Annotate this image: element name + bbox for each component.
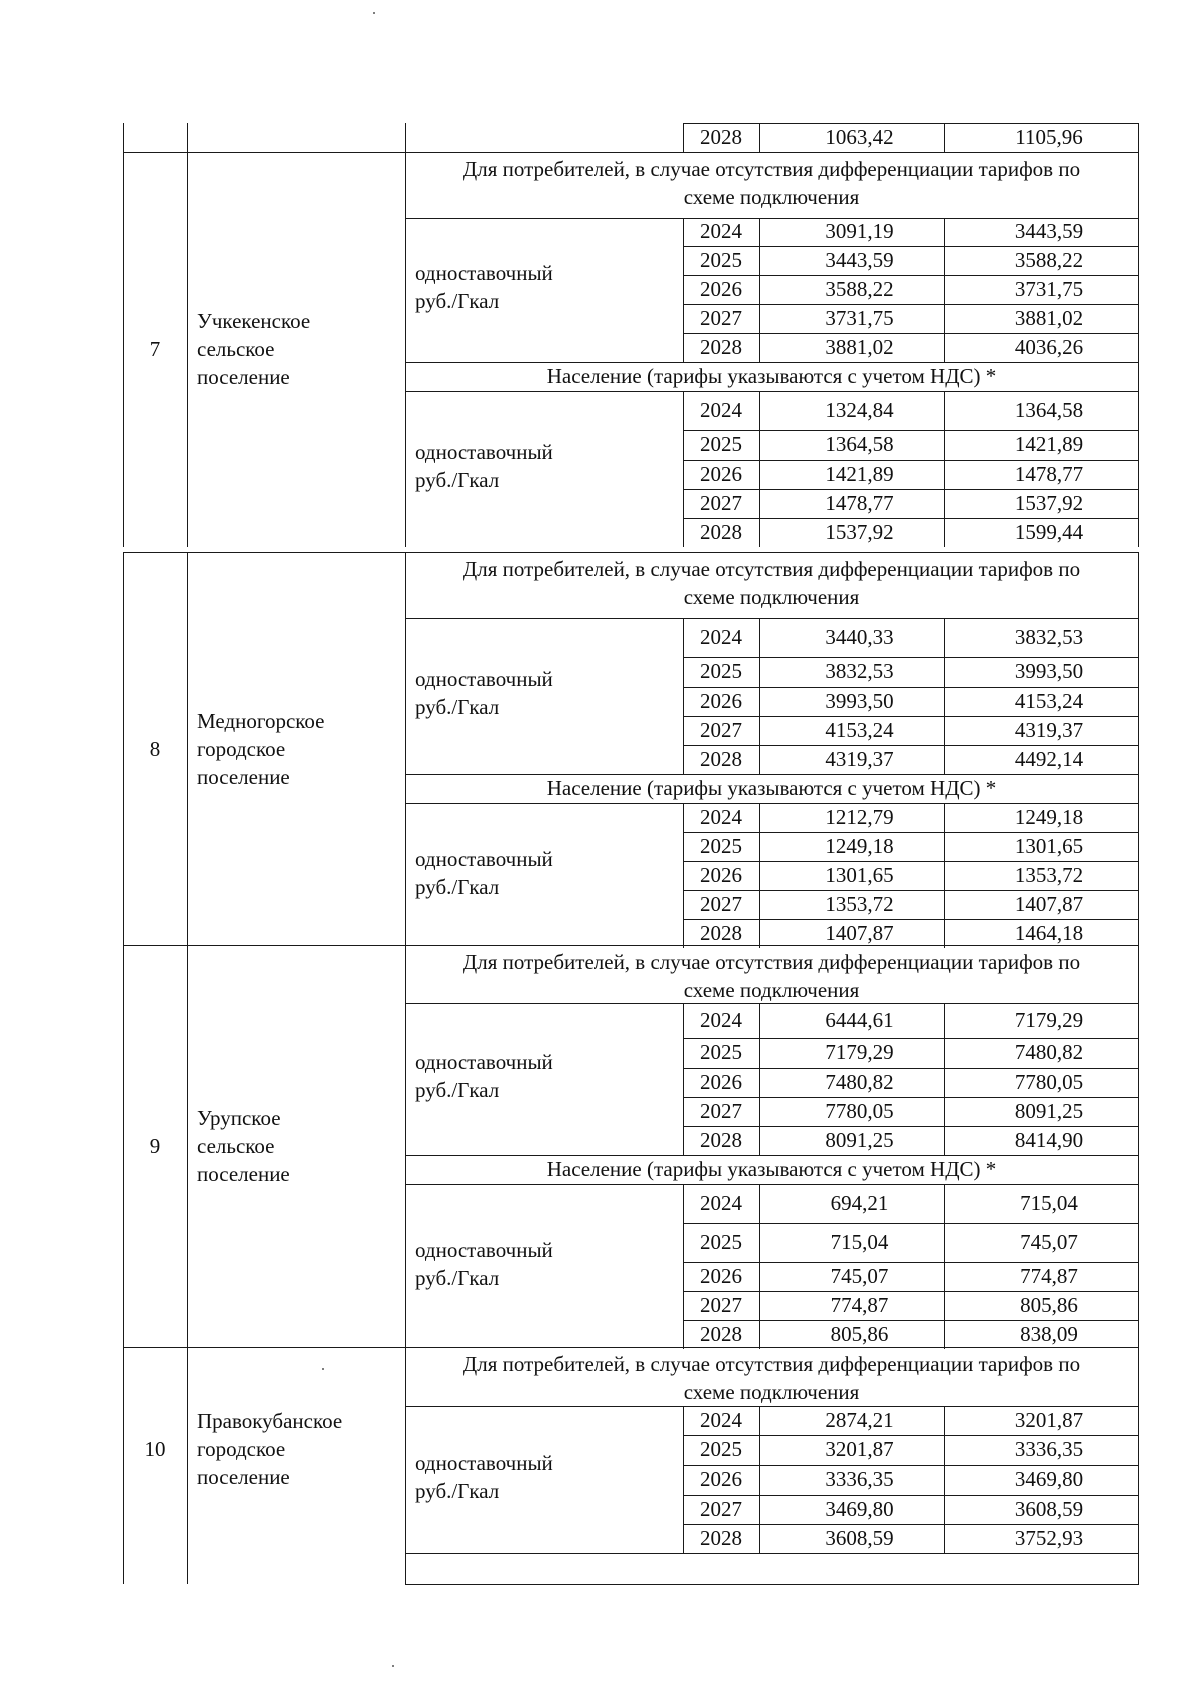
tariff-value-to: 3608,59 [1014, 1496, 1084, 1521]
year-cell: 2026 [700, 688, 742, 713]
block-border [405, 1155, 1139, 1156]
settlement-name: поселение [197, 765, 290, 789]
tariff-value-to: 4036,26 [1014, 334, 1084, 359]
settlement-name: Медногорское [197, 709, 325, 733]
table-border [123, 945, 124, 1349]
year-cell: 2027 [700, 1098, 742, 1123]
block-border [405, 1184, 1139, 1185]
year-cell: 2025 [700, 833, 742, 858]
settlement-name: Учкекенское [197, 308, 311, 333]
settlement-name: Правокубанское [197, 1409, 343, 1433]
tariff-value-to: 774,87 [1020, 1263, 1078, 1288]
table-border [683, 618, 684, 774]
table-border [1138, 1347, 1139, 1553]
table-border [405, 152, 406, 547]
table-border [944, 1003, 945, 1155]
tariff-value-from: 3731,75 [825, 305, 894, 330]
tariff-value-to: 3993,50 [1014, 659, 1084, 683]
table-border [944, 123, 945, 152]
tariff-value-from: 7179,29 [825, 1040, 894, 1064]
block-border [405, 391, 1139, 392]
year-cell: 2028 [700, 1127, 742, 1152]
tariff-value-from: 4153,24 [825, 717, 894, 742]
tariff-value-from: 3608,59 [825, 1525, 894, 1550]
table-bottom-border [405, 1584, 1139, 1585]
tariff-value-from: 3588,22 [825, 276, 894, 301]
table-border [405, 1347, 406, 1553]
tariff-value-from: 1421,89 [825, 461, 894, 486]
section-border [123, 1347, 1139, 1348]
tariff-value-from: 1407,87 [825, 920, 894, 945]
table-border [759, 218, 760, 362]
table-border [759, 1406, 760, 1553]
table-border [123, 552, 124, 948]
table-border [759, 1184, 760, 1349]
block-header: схеме подключения [683, 1380, 860, 1404]
settlement-name: сельское [197, 336, 275, 361]
table-border [683, 1003, 684, 1155]
block-border [405, 774, 1139, 775]
table-border [683, 1184, 684, 1349]
year-cell: 2028 [700, 1321, 742, 1346]
table-border [944, 618, 945, 774]
tariff-value-from: 3443,59 [825, 247, 894, 272]
block-header: Для потребителей, в случае отсутствия дифференциации тарифов по [462, 157, 1081, 181]
table-border [405, 1553, 406, 1584]
tariff-value-from: 3881,02 [825, 334, 894, 359]
tariff-value-from: 1212,79 [825, 804, 894, 829]
tariff-value-to: 1537,92 [1014, 490, 1084, 515]
tariff-value-from: 3993,50 [825, 688, 894, 713]
tariff-type-label: одноставочный [415, 846, 553, 871]
table-border [1138, 123, 1139, 152]
table-border [187, 152, 188, 547]
settlement-name: Урупское [197, 1106, 281, 1130]
table-border [683, 803, 684, 948]
tariff-value-from: 1353,72 [825, 891, 894, 916]
tariff-value-to: 8091,25 [1014, 1098, 1084, 1123]
tariff-value-from: 1364,58 [825, 432, 894, 456]
tariff-value-to: 1421,89 [1014, 432, 1084, 456]
block-border [405, 1003, 1139, 1004]
unit-label: руб./Гкал [415, 1478, 500, 1503]
section-number: 10 [144, 1437, 166, 1461]
tariff-value-from: 3469,80 [825, 1496, 894, 1521]
tariff-value-from: 774,87 [830, 1292, 889, 1317]
table-border [944, 1406, 945, 1553]
tariff-value-from: 7780,05 [825, 1098, 894, 1123]
table-border [187, 1347, 188, 1553]
year-cell: 2025 [700, 1229, 742, 1254]
row-border [683, 657, 1139, 658]
block-header: схеме подключения [683, 585, 860, 609]
table-border [123, 1347, 124, 1553]
tariff-value-to: 4319,37 [1014, 717, 1084, 742]
table-border [405, 945, 406, 1349]
table-border [187, 552, 188, 948]
tariff-value-from: 3832,53 [825, 659, 894, 683]
year-cell: 2028 [700, 1525, 742, 1550]
year-cell: 2026 [700, 1467, 742, 1491]
tariff-value-to: 7480,82 [1014, 1040, 1084, 1064]
table-border [405, 123, 406, 152]
tariff-value-from: 1249,18 [825, 833, 894, 858]
tariff-value-to: 1478,77 [1014, 461, 1084, 486]
row-border [683, 1038, 1139, 1039]
row-border [683, 1223, 1139, 1224]
tariff-value-from: 1324,84 [825, 397, 894, 422]
table-border [683, 1406, 684, 1553]
tariff-value-to: 3832,53 [1014, 624, 1084, 649]
year-cell: 2026 [700, 1069, 742, 1094]
tariff-type-label: одноставочный [415, 667, 553, 691]
table-border [187, 945, 188, 1349]
tariff-value-to: 1464,18 [1014, 920, 1084, 945]
tariff-value-to: 3469,80 [1014, 1467, 1084, 1491]
tariff-value-to: 1105,96 [1015, 124, 1083, 149]
unit-label: руб./Гкал [415, 289, 500, 313]
year-cell: 2025 [700, 247, 742, 272]
year-cell: 2027 [700, 490, 742, 515]
year-cell: 2028 [700, 334, 742, 359]
tariff-value-to: 1364,58 [1014, 397, 1084, 422]
tariff-value-to: 3881,02 [1014, 305, 1084, 330]
tariff-type-label: одноставочный [415, 261, 553, 285]
table-border [187, 123, 188, 152]
tariff-type-label: одноставочный [415, 1450, 553, 1475]
tariff-value-to: 715,04 [1020, 1190, 1078, 1215]
year-cell: 2026 [700, 276, 742, 301]
row-border [683, 1435, 1139, 1436]
tariff-value-from: 694,21 [830, 1190, 889, 1215]
year-cell: 2025 [700, 1437, 742, 1461]
table-border [759, 1003, 760, 1155]
table-border [123, 152, 124, 547]
unit-label: руб./Гкал [415, 1078, 500, 1102]
year-cell: 2026 [700, 461, 742, 486]
unit-label: руб./Гкал [415, 468, 500, 492]
block-header: схеме подключения [683, 185, 860, 209]
section-border [123, 152, 1139, 153]
tariff-value-to: 1599,44 [1014, 519, 1084, 544]
tariff-value-to: 1353,72 [1014, 862, 1084, 887]
year-cell: 2027 [700, 1496, 742, 1521]
year-cell: 2024 [700, 1007, 742, 1032]
tariff-type-label: одноставочный [415, 440, 553, 464]
year-cell: 2024 [700, 624, 742, 649]
unit-label: руб./Гкал [415, 695, 500, 719]
year-cell: 2028 [700, 124, 742, 149]
scan-speck [322, 1368, 324, 1370]
table-border [944, 391, 945, 547]
section-border [123, 945, 1139, 946]
table-border [405, 552, 406, 948]
tariff-value-from: 4319,37 [825, 746, 894, 771]
block-header: Для потребителей, в случае отсутствия дифференциации тарифов по [462, 950, 1081, 974]
scan-speck [373, 12, 375, 14]
tariff-value-from: 1063,42 [825, 124, 894, 149]
table-border [759, 618, 760, 774]
year-cell: 2026 [700, 1263, 742, 1288]
year-cell: 2028 [700, 519, 742, 544]
block-header: Для потребителей, в случае отсутствия дифференциации тарифов по [462, 557, 1081, 581]
tariff-value-from: 3440,33 [825, 624, 894, 649]
year-cell: 2024 [700, 219, 742, 243]
section-number: 7 [149, 336, 161, 361]
tariff-value-from: 3201,87 [825, 1437, 894, 1461]
block-header: Население (тарифы указываются с учетом НДС) * [546, 1156, 997, 1181]
year-cell: 2027 [700, 717, 742, 742]
settlement-name: городское [197, 737, 286, 761]
table-border [1138, 552, 1139, 948]
year-cell: 2024 [700, 804, 742, 829]
tariff-value-from: 3091,19 [825, 219, 894, 243]
tariff-value-to: 3201,87 [1014, 1407, 1084, 1432]
year-cell: 2024 [700, 397, 742, 422]
table-border [683, 391, 684, 547]
year-cell: 2028 [700, 746, 742, 771]
year-cell: 2025 [700, 432, 742, 456]
tariff-value-to: 8414,90 [1014, 1127, 1084, 1152]
tariff-value-to: 7179,29 [1014, 1007, 1084, 1032]
tariff-value-to: 4153,24 [1014, 688, 1084, 713]
table-border [944, 218, 945, 362]
block-header: Для потребителей, в случае отсутствия дифференциации тарифов по [462, 1352, 1081, 1376]
table-border [759, 803, 760, 948]
year-cell: 2028 [700, 920, 742, 945]
year-cell: 2025 [700, 659, 742, 683]
block-border [405, 362, 1139, 363]
tariff-value-to: 3752,93 [1014, 1525, 1084, 1550]
tariff-value-to: 7780,05 [1014, 1069, 1084, 1094]
tariff-type-label: одноставочный [415, 1237, 553, 1262]
section-number: 8 [149, 737, 161, 761]
tariff-value-from: 715,04 [830, 1229, 889, 1254]
tariff-value-to: 1301,65 [1014, 833, 1084, 858]
tariff-value-from: 8091,25 [825, 1127, 894, 1152]
block-border [405, 618, 1139, 619]
block-header: Население (тарифы указываются с учетом НДС) * [546, 363, 997, 388]
tariff-type-label: одноставочный [415, 1050, 553, 1074]
tariff-value-to: 1407,87 [1014, 891, 1084, 916]
table-border [1138, 152, 1139, 547]
tariff-value-from: 1301,65 [825, 862, 894, 887]
block-header: Население (тарифы указываются с учетом НДС) * [546, 775, 997, 800]
settlement-name: поселение [197, 364, 290, 389]
table-border [944, 803, 945, 948]
tariff-value-to: 4492,14 [1014, 746, 1084, 771]
tariff-value-to: 1249,18 [1014, 804, 1084, 829]
table-border [187, 1553, 188, 1584]
unit-label: руб./Гкал [415, 1265, 500, 1290]
tariff-value-from: 3336,35 [825, 1467, 894, 1491]
table-border [683, 123, 684, 152]
year-cell: 2027 [700, 305, 742, 330]
tariff-value-to: 3443,59 [1014, 219, 1084, 243]
table-border [683, 218, 684, 362]
tariff-value-from: 1537,92 [825, 519, 894, 544]
tariff-value-to: 3731,75 [1014, 276, 1084, 301]
tariff-value-to: 838,09 [1020, 1321, 1078, 1346]
block-header: схеме подключения [683, 978, 860, 1002]
tariff-value-to: 745,07 [1020, 1229, 1078, 1254]
section-border [123, 552, 1139, 553]
row-border [683, 1465, 1139, 1466]
tariff-value-from: 6444,61 [825, 1007, 894, 1032]
table-border [1138, 945, 1139, 1349]
scan-speck [392, 1665, 394, 1667]
tariff-value-from: 7480,82 [825, 1069, 894, 1094]
settlement-name: городское [197, 1437, 286, 1461]
section-number: 9 [149, 1134, 161, 1158]
year-cell: 2026 [700, 862, 742, 887]
table-border [1138, 1553, 1139, 1584]
tariff-value-from: 2874,21 [825, 1407, 894, 1432]
tariff-value-from: 805,86 [830, 1321, 889, 1346]
settlement-name: поселение [197, 1162, 290, 1186]
tariff-value-to: 3588,22 [1014, 247, 1084, 272]
year-cell: 2025 [700, 1040, 742, 1064]
unit-label: руб./Гкал [415, 874, 500, 899]
year-cell: 2024 [700, 1407, 742, 1432]
tariff-value-from: 745,07 [830, 1263, 889, 1288]
table-border [759, 391, 760, 547]
table-border [944, 1184, 945, 1349]
row-border [405, 1553, 1139, 1554]
settlement-name: сельское [197, 1134, 275, 1158]
settlement-name: поселение [197, 1465, 290, 1489]
tariff-value-from: 1478,77 [825, 490, 894, 515]
table-border [123, 1553, 124, 1584]
tariff-value-to: 805,86 [1020, 1292, 1078, 1317]
year-cell: 2024 [700, 1190, 742, 1215]
tariff-value-to: 3336,35 [1014, 1437, 1084, 1461]
year-cell: 2027 [700, 1292, 742, 1317]
year-cell: 2027 [700, 891, 742, 916]
row-border [683, 430, 1139, 431]
table-border [759, 123, 760, 152]
table-border [123, 123, 124, 152]
